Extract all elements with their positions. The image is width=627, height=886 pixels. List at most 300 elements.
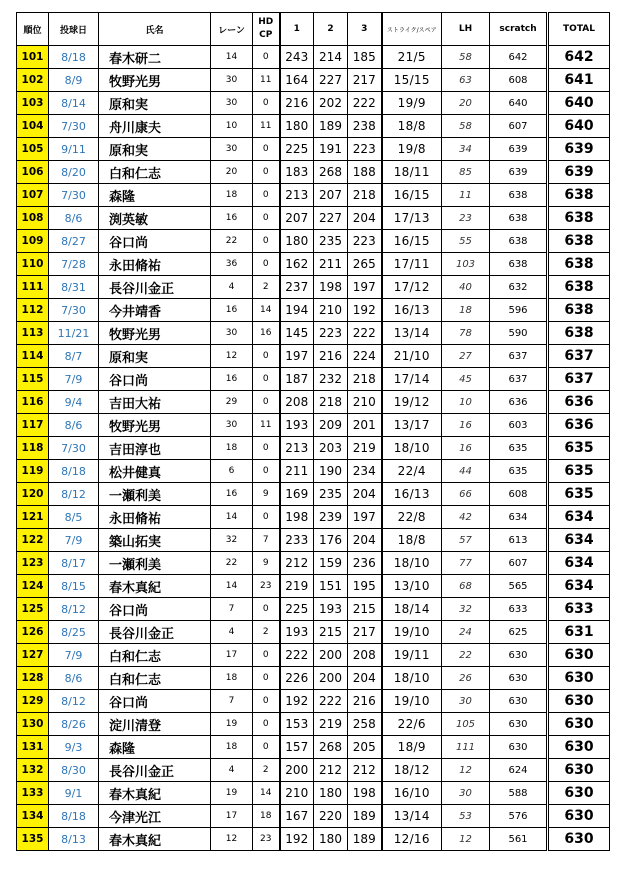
name-cell: 牧野光男 [99, 69, 211, 92]
game-1-score: 243 [280, 46, 314, 69]
game-1-score: 212 [280, 552, 314, 575]
lh-cell: 105 [442, 713, 490, 736]
game-3-score: 218 [348, 184, 382, 207]
header-strike-spare: ストライク/スペア [382, 13, 442, 46]
table-row [17, 552, 610, 575]
date-cell: 7/30 [49, 437, 99, 460]
lh-cell: 10 [442, 391, 490, 414]
scratch-cell: 642 [490, 46, 548, 69]
game-3-score: 197 [348, 276, 382, 299]
game-3-score: 208 [348, 644, 382, 667]
strike-spare-cell: 16/15 [382, 184, 442, 207]
hdcp-cell: 0 [253, 437, 280, 460]
game-3-score: 218 [348, 368, 382, 391]
lh-cell: 12 [442, 828, 490, 851]
header-name: 氏名 [99, 13, 211, 46]
name-cell: 長谷川金正 [99, 276, 211, 299]
lane-cell: 29 [211, 391, 253, 414]
date-cell: 8/6 [49, 207, 99, 230]
lane-cell: 4 [211, 276, 253, 299]
total-cell: 638 [548, 299, 610, 322]
hdcp-cell: 0 [253, 184, 280, 207]
game-1-score: 164 [280, 69, 314, 92]
table-row [17, 483, 610, 506]
lane-cell: 16 [211, 207, 253, 230]
game-3-score: 217 [348, 621, 382, 644]
date-cell: 8/12 [49, 483, 99, 506]
scratch-cell: 630 [490, 690, 548, 713]
hdcp-cell: 23 [253, 828, 280, 851]
game-1-score: 237 [280, 276, 314, 299]
lane-cell: 16 [211, 368, 253, 391]
lane-cell: 18 [211, 736, 253, 759]
lh-cell: 66 [442, 483, 490, 506]
game-1-score: 210 [280, 782, 314, 805]
total-cell: 631 [548, 621, 610, 644]
game-1-score: 233 [280, 529, 314, 552]
table-row [17, 92, 610, 115]
scratch-cell: 636 [490, 391, 548, 414]
scratch-cell: 637 [490, 345, 548, 368]
lh-cell: 103 [442, 253, 490, 276]
lane-cell: 18 [211, 437, 253, 460]
hdcp-cell: 2 [253, 276, 280, 299]
game-2-score: 180 [314, 782, 348, 805]
game-2-score: 151 [314, 575, 348, 598]
hdcp-cell: 0 [253, 368, 280, 391]
scratch-cell: 638 [490, 230, 548, 253]
header-game-2: 2 [314, 13, 348, 46]
rank-cell: 120 [17, 483, 49, 506]
total-cell: 636 [548, 414, 610, 437]
lh-cell: 55 [442, 230, 490, 253]
lane-cell: 17 [211, 805, 253, 828]
hdcp-cell: 0 [253, 713, 280, 736]
table-row [17, 598, 610, 621]
scratch-cell: 561 [490, 828, 548, 851]
date-cell: 7/30 [49, 299, 99, 322]
lane-cell: 30 [211, 69, 253, 92]
name-cell: 森隆 [99, 736, 211, 759]
game-1-score: 187 [280, 368, 314, 391]
game-3-score: 205 [348, 736, 382, 759]
lane-cell: 12 [211, 345, 253, 368]
date-cell: 9/3 [49, 736, 99, 759]
strike-spare-cell: 17/11 [382, 253, 442, 276]
name-cell: 白和仁志 [99, 667, 211, 690]
scratch-cell: 630 [490, 736, 548, 759]
date-cell: 7/30 [49, 184, 99, 207]
lh-cell: 58 [442, 115, 490, 138]
lane-cell: 19 [211, 713, 253, 736]
game-1-score: 145 [280, 322, 314, 345]
scratch-cell: 639 [490, 161, 548, 184]
lane-cell: 16 [211, 483, 253, 506]
ranking-table [16, 12, 610, 851]
lh-cell: 30 [442, 690, 490, 713]
total-cell: 634 [548, 529, 610, 552]
name-cell: 谷口尚 [99, 690, 211, 713]
strike-spare-cell: 16/13 [382, 483, 442, 506]
name-cell: 渕英敏 [99, 207, 211, 230]
date-cell: 8/7 [49, 345, 99, 368]
total-cell: 639 [548, 138, 610, 161]
scratch-cell: 637 [490, 368, 548, 391]
hdcp-cell: 16 [253, 322, 280, 345]
scratch-cell: 603 [490, 414, 548, 437]
date-cell: 8/30 [49, 759, 99, 782]
lh-cell: 22 [442, 644, 490, 667]
table-row [17, 46, 610, 69]
scratch-cell: 607 [490, 552, 548, 575]
total-cell: 634 [548, 506, 610, 529]
total-cell: 638 [548, 207, 610, 230]
game-1-score: 193 [280, 414, 314, 437]
ranking-sheet [16, 12, 610, 851]
name-cell: 淀川清登 [99, 713, 211, 736]
table-row [17, 368, 610, 391]
rank-cell: 108 [17, 207, 49, 230]
total-cell: 635 [548, 460, 610, 483]
name-cell: 牧野光男 [99, 322, 211, 345]
total-cell: 640 [548, 92, 610, 115]
lane-cell: 30 [211, 138, 253, 161]
game-3-score: 265 [348, 253, 382, 276]
scratch-cell: 635 [490, 460, 548, 483]
rank-cell: 126 [17, 621, 49, 644]
game-2-score: 223 [314, 322, 348, 345]
date-cell: 8/14 [49, 92, 99, 115]
table-row [17, 138, 610, 161]
rank-cell: 134 [17, 805, 49, 828]
lane-cell: 6 [211, 460, 253, 483]
strike-spare-cell: 16/15 [382, 230, 442, 253]
total-cell: 630 [548, 713, 610, 736]
header-game-3: 3 [348, 13, 382, 46]
lane-cell: 7 [211, 598, 253, 621]
lane-cell: 18 [211, 667, 253, 690]
scratch-cell: 630 [490, 667, 548, 690]
name-cell: 一瀬利美 [99, 483, 211, 506]
lh-cell: 20 [442, 92, 490, 115]
game-3-score: 195 [348, 575, 382, 598]
rank-cell: 129 [17, 690, 49, 713]
scratch-cell: 632 [490, 276, 548, 299]
game-1-score: 197 [280, 345, 314, 368]
hdcp-cell: 0 [253, 736, 280, 759]
lh-cell: 53 [442, 805, 490, 828]
lane-cell: 14 [211, 575, 253, 598]
rank-cell: 113 [17, 322, 49, 345]
strike-spare-cell: 16/13 [382, 299, 442, 322]
name-cell: 白和仁志 [99, 644, 211, 667]
lh-cell: 44 [442, 460, 490, 483]
game-3-score: 210 [348, 391, 382, 414]
total-cell: 630 [548, 736, 610, 759]
game-1-score: 225 [280, 598, 314, 621]
game-2-score: 180 [314, 828, 348, 851]
lane-cell: 12 [211, 828, 253, 851]
game-2-score: 218 [314, 391, 348, 414]
name-cell: 谷口尚 [99, 598, 211, 621]
game-1-score: 183 [280, 161, 314, 184]
strike-spare-cell: 12/16 [382, 828, 442, 851]
total-cell: 638 [548, 230, 610, 253]
hdcp-cell: 9 [253, 552, 280, 575]
total-cell: 635 [548, 483, 610, 506]
rank-cell: 130 [17, 713, 49, 736]
name-cell: 原和実 [99, 345, 211, 368]
scratch-cell: 576 [490, 805, 548, 828]
name-cell: 牧野光男 [99, 414, 211, 437]
table-row [17, 322, 610, 345]
strike-spare-cell: 21/10 [382, 345, 442, 368]
game-2-score: 227 [314, 207, 348, 230]
strike-spare-cell: 21/5 [382, 46, 442, 69]
game-1-score: 200 [280, 759, 314, 782]
date-cell: 8/18 [49, 805, 99, 828]
table-row [17, 690, 610, 713]
table-row [17, 575, 610, 598]
name-cell: 舟川康夫 [99, 115, 211, 138]
table-header [17, 13, 610, 46]
strike-spare-cell: 19/11 [382, 644, 442, 667]
scratch-cell: 565 [490, 575, 548, 598]
game-3-score: 197 [348, 506, 382, 529]
scratch-cell: 625 [490, 621, 548, 644]
lane-cell: 19 [211, 782, 253, 805]
lane-cell: 22 [211, 230, 253, 253]
total-cell: 639 [548, 161, 610, 184]
scratch-cell: 613 [490, 529, 548, 552]
total-cell: 630 [548, 805, 610, 828]
rank-cell: 117 [17, 414, 49, 437]
game-2-score: 203 [314, 437, 348, 460]
rank-cell: 128 [17, 667, 49, 690]
lh-cell: 85 [442, 161, 490, 184]
lh-cell: 57 [442, 529, 490, 552]
scratch-cell: 588 [490, 782, 548, 805]
name-cell: 長谷川金正 [99, 621, 211, 644]
date-cell: 9/11 [49, 138, 99, 161]
game-1-score: 192 [280, 690, 314, 713]
game-2-score: 268 [314, 161, 348, 184]
strike-spare-cell: 18/11 [382, 161, 442, 184]
game-2-score: 227 [314, 69, 348, 92]
hdcp-cell: 23 [253, 575, 280, 598]
rank-cell: 121 [17, 506, 49, 529]
total-cell: 630 [548, 759, 610, 782]
rank-cell: 112 [17, 299, 49, 322]
total-cell: 630 [548, 644, 610, 667]
strike-spare-cell: 13/14 [382, 805, 442, 828]
game-1-score: 207 [280, 207, 314, 230]
rank-cell: 125 [17, 598, 49, 621]
table-row [17, 713, 610, 736]
table-row [17, 828, 610, 851]
date-cell: 8/9 [49, 69, 99, 92]
strike-spare-cell: 15/15 [382, 69, 442, 92]
lh-cell: 23 [442, 207, 490, 230]
strike-spare-cell: 13/10 [382, 575, 442, 598]
name-cell: 森隆 [99, 184, 211, 207]
game-1-score: 180 [280, 115, 314, 138]
scratch-cell: 630 [490, 713, 548, 736]
name-cell: 今津光江 [99, 805, 211, 828]
lane-cell: 14 [211, 506, 253, 529]
table-row [17, 644, 610, 667]
game-1-score: 194 [280, 299, 314, 322]
scratch-cell: 607 [490, 115, 548, 138]
lh-cell: 24 [442, 621, 490, 644]
game-3-score: 219 [348, 437, 382, 460]
name-cell: 吉田淳也 [99, 437, 211, 460]
date-cell: 8/27 [49, 230, 99, 253]
game-2-score: 210 [314, 299, 348, 322]
total-cell: 641 [548, 69, 610, 92]
name-cell: 松井健真 [99, 460, 211, 483]
hdcp-cell: 18 [253, 805, 280, 828]
date-cell: 8/31 [49, 276, 99, 299]
game-3-score: 222 [348, 92, 382, 115]
total-cell: 630 [548, 782, 610, 805]
strike-spare-cell: 18/10 [382, 552, 442, 575]
game-3-score: 212 [348, 759, 382, 782]
rank-cell: 122 [17, 529, 49, 552]
strike-spare-cell: 18/10 [382, 437, 442, 460]
game-2-score: 211 [314, 253, 348, 276]
table-row [17, 529, 610, 552]
rank-cell: 131 [17, 736, 49, 759]
strike-spare-cell: 17/13 [382, 207, 442, 230]
date-cell: 8/6 [49, 414, 99, 437]
total-cell: 637 [548, 345, 610, 368]
game-3-score: 188 [348, 161, 382, 184]
game-2-score: 232 [314, 368, 348, 391]
strike-spare-cell: 22/6 [382, 713, 442, 736]
hdcp-cell: 0 [253, 92, 280, 115]
hdcp-cell: 14 [253, 782, 280, 805]
date-cell: 7/9 [49, 529, 99, 552]
total-cell: 637 [548, 368, 610, 391]
total-cell: 630 [548, 690, 610, 713]
rank-cell: 114 [17, 345, 49, 368]
scratch-cell: 634 [490, 506, 548, 529]
game-1-score: 213 [280, 437, 314, 460]
total-cell: 630 [548, 667, 610, 690]
hdcp-cell: 0 [253, 207, 280, 230]
date-cell: 8/18 [49, 46, 99, 69]
total-cell: 636 [548, 391, 610, 414]
lane-cell: 16 [211, 299, 253, 322]
lh-cell: 45 [442, 368, 490, 391]
game-1-score: 180 [280, 230, 314, 253]
strike-spare-cell: 18/9 [382, 736, 442, 759]
hdcp-cell: 0 [253, 253, 280, 276]
date-cell: 7/28 [49, 253, 99, 276]
table-row [17, 69, 610, 92]
lh-cell: 78 [442, 322, 490, 345]
header-scratch: scratch [490, 13, 548, 46]
strike-spare-cell: 18/10 [382, 667, 442, 690]
table-row [17, 115, 610, 138]
date-cell: 8/5 [49, 506, 99, 529]
date-cell: 7/9 [49, 368, 99, 391]
game-3-score: 204 [348, 483, 382, 506]
table-row [17, 276, 610, 299]
lane-cell: 30 [211, 322, 253, 345]
header-lh: LH [442, 13, 490, 46]
header-game-1: 1 [280, 13, 314, 46]
rank-cell: 110 [17, 253, 49, 276]
hdcp-cell: 0 [253, 46, 280, 69]
lane-cell: 7 [211, 690, 253, 713]
table-row [17, 161, 610, 184]
game-3-score: 222 [348, 322, 382, 345]
game-1-score: 193 [280, 621, 314, 644]
date-cell: 8/26 [49, 713, 99, 736]
scratch-cell: 596 [490, 299, 548, 322]
name-cell: 谷口尚 [99, 230, 211, 253]
game-2-score: 212 [314, 759, 348, 782]
game-1-score: 226 [280, 667, 314, 690]
game-3-score: 223 [348, 230, 382, 253]
scratch-cell: 608 [490, 69, 548, 92]
game-1-score: 225 [280, 138, 314, 161]
game-2-score: 189 [314, 115, 348, 138]
scratch-cell: 590 [490, 322, 548, 345]
rank-cell: 123 [17, 552, 49, 575]
hdcp-cell: 14 [253, 299, 280, 322]
hdcp-cell: 0 [253, 506, 280, 529]
lh-cell: 77 [442, 552, 490, 575]
table-row [17, 782, 610, 805]
lane-cell: 22 [211, 552, 253, 575]
game-2-score: 209 [314, 414, 348, 437]
hdcp-cell: 0 [253, 391, 280, 414]
game-2-score: 207 [314, 184, 348, 207]
hdcp-cell: 2 [253, 621, 280, 644]
game-3-score: 258 [348, 713, 382, 736]
game-1-score: 153 [280, 713, 314, 736]
header-hdcp [253, 13, 280, 46]
hdcp-cell: 0 [253, 460, 280, 483]
game-2-score: 202 [314, 92, 348, 115]
rank-cell: 116 [17, 391, 49, 414]
lane-cell: 32 [211, 529, 253, 552]
game-1-score: 167 [280, 805, 314, 828]
table-row [17, 805, 610, 828]
game-2-score: 176 [314, 529, 348, 552]
name-cell: 谷口尚 [99, 368, 211, 391]
hdcp-cell: 0 [253, 667, 280, 690]
table-row [17, 437, 610, 460]
hdcp-cell: 11 [253, 69, 280, 92]
rank-cell: 119 [17, 460, 49, 483]
strike-spare-cell: 22/4 [382, 460, 442, 483]
name-cell: 原和実 [99, 138, 211, 161]
strike-spare-cell: 16/10 [382, 782, 442, 805]
total-cell: 633 [548, 598, 610, 621]
total-cell: 630 [548, 828, 610, 851]
lane-cell: 10 [211, 115, 253, 138]
table-row [17, 667, 610, 690]
strike-spare-cell: 18/8 [382, 115, 442, 138]
strike-spare-cell: 18/12 [382, 759, 442, 782]
strike-spare-cell: 19/10 [382, 690, 442, 713]
scratch-cell: 638 [490, 207, 548, 230]
date-cell: 8/12 [49, 598, 99, 621]
